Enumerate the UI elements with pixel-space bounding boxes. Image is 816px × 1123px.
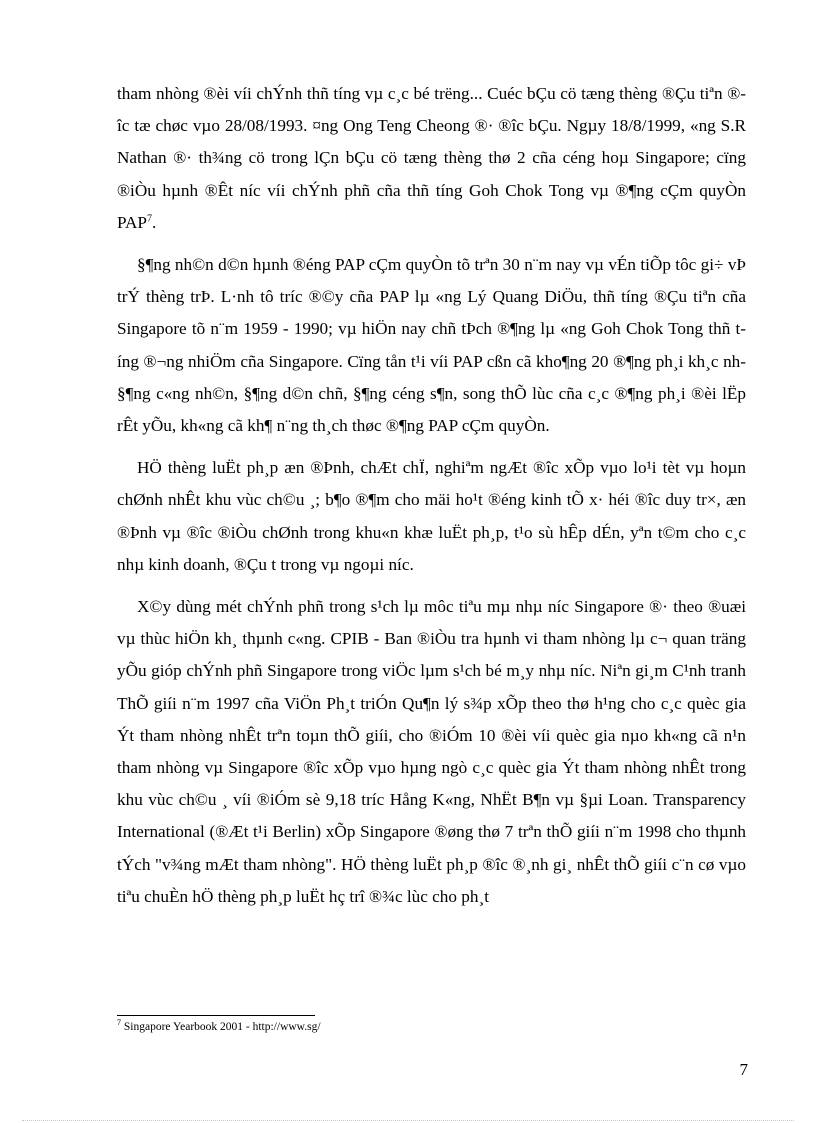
paragraph-4: [117, 591, 746, 913]
footnote: [117, 1020, 746, 1034]
paragraph-3-text: HÖ thèng luËt ph¸p æn ®Þnh, chÆt chÏ, nghiªm ngÆt ®îc xÕp vµo lo¹i tèt vµ hoµn chØnh nhÊt khu vùc ch©u ¸; b¶o ®¶m cho mäi ho¹t ®éng kinh tÕ x· héi ®îc duy tr×, æn ®Þnh vµ ®îc ®iÒu chØnh trong khu«n khæ luËt ph¸p, t¹o sù hÊp dÉn, yªn t©m cho c¸c nhµ kinh doanh, ®Çu t trong vµ ngoµi níc.: [117, 458, 746, 574]
body-text: [117, 78, 746, 923]
paragraph-1-tail: .: [151, 212, 157, 232]
footnote-reference[interactable]: 7: [146, 213, 152, 225]
paragraph-2-text: §¶ng nh©n d©n hµnh ®éng PAP cÇm quyÒn tõ trªn 30 n¨m nay vµ vÉn tiÕp tôc gi÷ vÞ trÝ thèng trÞ. L·nh tô tríc ®©y cña PAP lµ «ng Lý Quang DiÖu, thñ tíng ®Çu tiªn cña Singapore tõ n¨m 1959 - 1990; vµ hiÖn nay chñ tÞch ®¶ng lµ «ng Goh Chok Tong thñ tíng ®¬ng nhiÖm cña Singapore. Cïng tån t¹i víi PAP cßn cã kho¶ng 20 ®¶ng ph¸i kh¸c nh §¶ng c«ng nh©n, §¶ng d©n chñ, §¶ng céng s¶n, song thÕ lùc cña c¸c ®¶ng ph¸i ®èi lËp rÊt yÕu, kh«ng cã kh¶ n¨ng th¸ch thøc ®¶ng PAP cÇm quyÒn.: [117, 255, 746, 436]
page-number: 7: [739, 1060, 748, 1079]
footnote-separator: [117, 1015, 315, 1016]
footnote-marker: 7: [117, 1018, 121, 1028]
paragraph-3: [117, 452, 746, 581]
paragraph-2: [117, 249, 746, 442]
paragraph-4-text: X©y dùng mét chÝnh phñ trong s¹ch lµ môc tiªu mµ nhµ níc Singapore ®· theo ®uæi vµ thùc hiÖn kh¸ thµnh c«ng. CPIB - Ban ®iÒu tra hµnh vi tham nhòng lµ c¬ quan träng yÕu gióp chÝnh phñ Singapore trong viÖc lµm s¹ch bé m¸y nhµ níc. Niªn gi¸m C¹nh tranh ThÕ giíi n¨m 1997 cña ViÖn Ph¸t triÓn Qu¶n lý s¾p xÕp theo thø h¹ng cho c¸c quèc gia Ýt tham nhòng nhÊt trªn toµn thÕ giíi, cho ®iÓm 10 ®èi víi quèc gia nµo kh«ng cã n¹n tham nhòng vµ Singapore ®îc xÕp vµo hµng ngò c¸c quèc gia Ýt tham nhòng nhÊt trong khu vùc ch©u ¸ víi ®iÓm sè 9,18 tríc Hång K«ng, NhËt B¶n vµ §µi Loan. Transparency International (®Æt t¹i Berlin) xÕp Singapore ®øng thø 7 trªn thÕ giíi n¨m 1998 cho thµnh tÝch "v¾ng mÆt tham nhòng". HÖ thèng luËt ph¸p ®îc ®¸nh gi¸ nhÊt thÕ giíi c¨n cø vµo tiªu chuÈn hÖ thèng ph¸p luËt hç trî ®¾c lùc cho ph¸t: [117, 597, 746, 906]
footnote-text: Singapore Yearbook 2001 - http://www.sg/: [121, 1021, 321, 1033]
paragraph-1: [117, 78, 746, 239]
paragraph-1-text: tham nhòng ®èi víi chÝnh thñ tíng vµ c¸c bé trëng... Cuéc bÇu cö tæng thèng ®Çu tiªn ®îc tæ chøc vµo 28/08/1993. ¤ng Ong Teng Cheong ®· ®îc bÇu. Ngµy 18/8/1999, «ng S.R Nathan ®· th¾ng cö trong lÇn bÇu cö tæng thèng thø 2 cña céng hoµ Singapore; cïng ®iÒu hµnh ®Êt níc víi chÝnh phñ cña thñ tíng Goh Chok Tong vµ ®¶ng cÇm quyÒn PAP: [117, 84, 746, 232]
page-bottom-edge: [22, 1120, 794, 1121]
